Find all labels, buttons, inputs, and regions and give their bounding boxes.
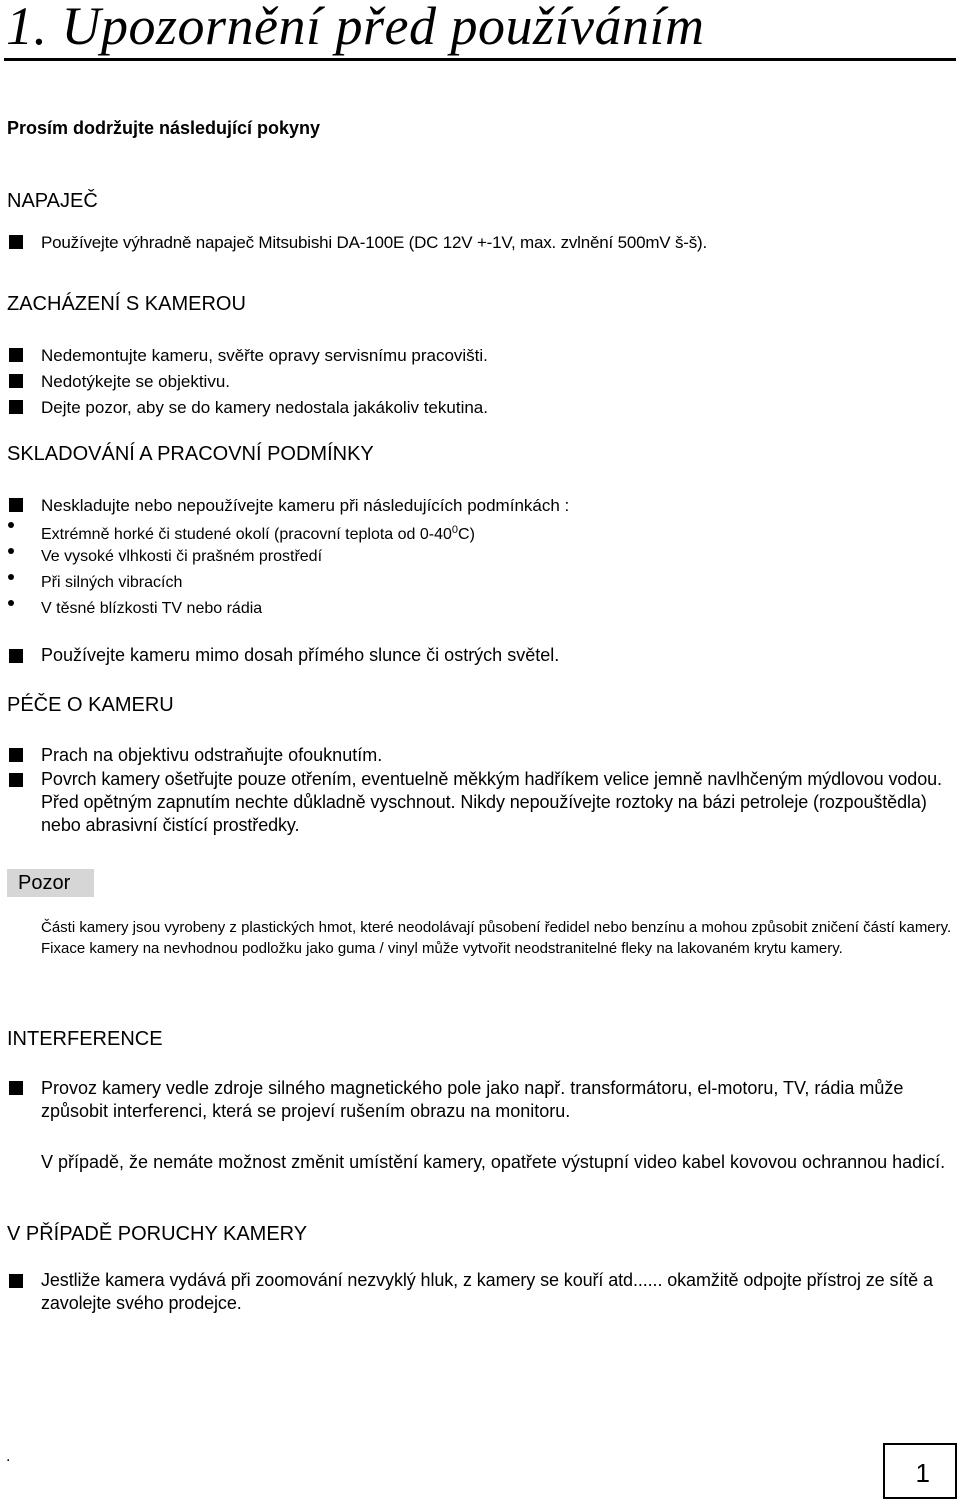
condition-text: Extrémně horké či studené okolí (pracovní teplota od 0-40 bbox=[41, 526, 452, 543]
interference-item: Provoz kamery vedle zdroje silného magnetického pole jako např. transformátoru, el-motoru, TV, rádia může způsobit interferenci, která se projeví rušením obrazu na monitoru. bbox=[41, 1078, 904, 1121]
section-heading-interference: INTERFERENCE bbox=[7, 1028, 163, 1050]
bullet-square-icon bbox=[9, 498, 23, 512]
bullet-square-icon bbox=[9, 348, 23, 362]
handling-item: Dejte pozor, aby se do kamery nedostala jakákoliv tekutina. bbox=[41, 398, 488, 417]
bullet-dot-icon bbox=[8, 600, 14, 606]
failure-item: Jestliže kamera vydává při zoomování nezvyklý hluk, z kamery se kouří atd...... okamžitě odpojte přístroj ze sítě a zavolejte svého prodejce. bbox=[41, 1270, 933, 1313]
section-heading-power: NAPAJEČ bbox=[7, 190, 98, 212]
section-heading-care: PÉČE O KAMERU bbox=[7, 694, 174, 716]
stray-dot: . bbox=[6, 1448, 11, 1465]
temperature-superscript: 0 bbox=[451, 524, 459, 536]
bullet-square-icon bbox=[9, 1274, 23, 1288]
storage-condition: V těsné blízkosti TV nebo rádia bbox=[41, 600, 263, 617]
section-heading-handling: ZACHÁZENÍ S KAMEROU bbox=[7, 293, 246, 315]
bullet-square-icon bbox=[9, 374, 23, 388]
storage-sun-item: Používejte kameru mimo dosah přímého slunce či ostrých světel. bbox=[41, 645, 560, 665]
power-item: Používejte výhradně napaječ Mitsubishi DA-100E (DC 12V +-1V, max. zvlnění 500mV š-š). bbox=[41, 233, 707, 252]
bullet-square-icon bbox=[9, 649, 23, 663]
bullet-square-icon bbox=[9, 1081, 23, 1095]
warning-label: Pozor bbox=[7, 869, 94, 897]
page-number: 1 bbox=[883, 1443, 957, 1499]
care-item: Prach na objektivu odstraňujte ofouknutím. bbox=[41, 745, 383, 765]
storage-condition: Ve vysoké vlhkosti či prašném prostředí bbox=[41, 548, 323, 565]
intro-text: Prosím dodržujte následující pokyny bbox=[7, 118, 321, 138]
temperature-unit: C) bbox=[458, 526, 475, 543]
handling-item: Nedotýkejte se objektivu. bbox=[41, 372, 230, 391]
bullet-square-icon bbox=[9, 400, 23, 414]
page-title: 1. Upozornění před používáním bbox=[6, 0, 705, 56]
bullet-dot-icon bbox=[8, 574, 14, 580]
storage-condition bbox=[41, 519, 475, 546]
warning-text: Části kamery jsou vyrobeny z plastických hmot, které neodolávají působení ředidel nebo benzínu a mohou způsobit zničení částí kamery. Fixace kamery na nevhodnou podložku jako guma / vinyl může vytvořit neodstranitelné fleky na lakovaném krytu kamery. bbox=[41, 919, 952, 957]
care-item: Povrch kamery ošetřujte pouze otřením, eventuelně měkkým hadříkem velice jemně navlhčeným mýdlovou vodou. Před opětným zapnutím nechte důkladně vyschnout. Nikdy nepoužívejte roztoky na bázi petroleje (rozpouštědla) nebo abrasivní čistící prostředky. bbox=[41, 769, 942, 835]
bullet-dot-icon bbox=[8, 548, 14, 554]
storage-condition: Při silných vibracích bbox=[41, 574, 183, 591]
section-heading-failure: V PŘÍPADĚ PORUCHY KAMERY bbox=[7, 1223, 308, 1245]
title-rule bbox=[4, 58, 956, 61]
handling-item: Nedemontujte kameru, svěřte opravy servisnímu pracovišti. bbox=[41, 346, 488, 365]
bullet-square-icon bbox=[9, 235, 23, 249]
interference-note: V případě, že nemáte možnost změnit umístění kamery, opatřete výstupní video kabel kovovou ochrannou hadicí. bbox=[41, 1152, 946, 1172]
storage-lead: Neskladujte nebo nepoužívejte kameru při následujících podmínkách : bbox=[41, 496, 570, 515]
section-heading-storage: SKLADOVÁNÍ A PRACOVNÍ PODMÍNKY bbox=[7, 443, 374, 465]
bullet-dot-icon bbox=[8, 522, 14, 528]
bullet-square-icon bbox=[9, 748, 23, 762]
bullet-square-icon bbox=[9, 773, 23, 787]
